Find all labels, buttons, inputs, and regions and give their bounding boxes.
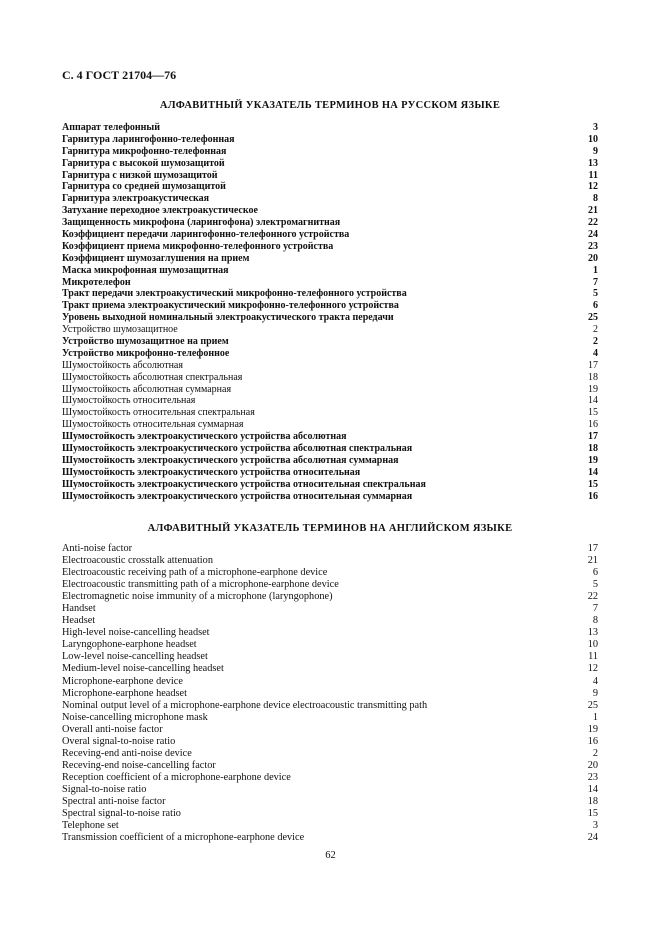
index-entry	[62, 700, 598, 712]
index-entry	[62, 591, 598, 603]
russian-term-index	[62, 122, 598, 503]
index-entry	[62, 603, 598, 615]
index-term: Reception coefficient of a microphone-earphone device	[62, 771, 291, 783]
index-term-number: 2	[593, 336, 598, 348]
russian-index-title: АЛФАВИТНЫЙ УКАЗАТЕЛЬ ТЕРМИНОВ НА РУССКОМ ЯЗЫКЕ	[159, 100, 501, 111]
index-term: Medium-level noise-cancelling headset	[62, 663, 224, 675]
index-term: Устройство шумозащитное	[62, 324, 178, 336]
index-term-number: 17	[588, 359, 598, 371]
index-term: Маска микрофонная шумозащитная	[62, 264, 229, 276]
index-term: Шумостойкость абсолютная	[62, 359, 183, 371]
index-entry	[62, 479, 598, 491]
index-term-number: 16	[588, 490, 598, 502]
index-term: Гарнитура со средней шумозащитой	[62, 181, 226, 193]
page-number: 62	[325, 850, 336, 861]
index-entry	[62, 288, 598, 300]
index-entry	[62, 229, 598, 241]
index-term-number: 22	[588, 217, 598, 229]
index-entry	[62, 736, 598, 748]
index-entry	[62, 820, 598, 832]
index-term: Laryngophone-earphone headset	[62, 639, 197, 651]
index-term: Гарнитура с низкой шумозащитой	[62, 169, 218, 181]
index-entry	[62, 467, 598, 479]
index-term-number: 19	[588, 383, 598, 395]
index-term: Устройство шумозащитное на прием	[62, 336, 229, 348]
index-term-number: 13	[588, 157, 598, 169]
index-term: Микротелефон	[62, 276, 131, 288]
index-term: Шумостойкость абсолютная суммарная	[62, 383, 232, 395]
index-entry	[62, 146, 598, 158]
index-term-number: 12	[588, 181, 598, 193]
index-entry	[62, 455, 598, 467]
index-term: Nominal output level of a microphone-earphone device electroacoustic transmitting path	[62, 699, 428, 711]
index-entry	[62, 760, 598, 772]
index-term: Шумостойкость электроакустического устройства абсолютная спектральная	[62, 443, 413, 455]
index-term: Telephone set	[62, 820, 119, 832]
index-term-number: 16	[588, 419, 598, 431]
index-term-number: 17	[588, 431, 598, 443]
index-term-number: 6	[592, 567, 598, 579]
index-term: Шумостойкость электроакустического устройства относительная спектральная	[62, 478, 426, 490]
index-entry	[62, 676, 598, 688]
index-term: Microphone-earphone device	[62, 675, 183, 687]
index-term-number: 19	[587, 723, 598, 735]
index-entry	[62, 627, 598, 639]
index-entry	[62, 265, 598, 277]
index-term: Шумостойкость относительная спектральная	[62, 407, 255, 419]
index-term: Electroacoustic receiving path of a microphone-earphone device	[62, 567, 328, 579]
index-term-number: 13	[587, 627, 598, 639]
index-entry	[62, 615, 598, 627]
index-entry	[62, 579, 598, 591]
index-term-number: 1	[593, 264, 598, 276]
index-term-number: 14	[587, 783, 598, 795]
index-term-number: 2	[592, 747, 598, 759]
index-entry	[62, 170, 598, 182]
index-term: Anti-noise factor	[62, 543, 133, 554]
index-entry	[62, 193, 598, 205]
index-term-number: 22	[587, 591, 598, 603]
index-entry	[62, 663, 598, 675]
index-entry	[62, 324, 598, 336]
index-entry	[62, 712, 598, 724]
index-term: Шумостойкость относительная суммарная	[62, 419, 244, 431]
index-term-number: 19	[588, 454, 598, 466]
index-term: Гарнитура электроакустическая	[62, 193, 210, 205]
index-term: Headset	[62, 615, 96, 627]
index-term-number: 4	[593, 347, 598, 359]
index-term: Шумостойкость электроакустического устройства относительная	[62, 466, 361, 478]
index-term-number: 8	[592, 615, 598, 627]
index-entry	[62, 443, 598, 455]
index-entry	[62, 808, 598, 820]
index-term-number: 2	[593, 324, 598, 336]
index-term-number: 16	[587, 735, 598, 747]
page-header: С. 4 ГОСТ 21704—76	[62, 68, 177, 82]
index-term-number: 7	[592, 603, 598, 615]
index-term-number: 5	[592, 579, 598, 591]
index-term-number: 12	[587, 663, 598, 675]
index-term-number: 23	[588, 240, 598, 252]
index-entry	[62, 336, 598, 348]
english-term-index	[62, 543, 598, 844]
index-entry	[62, 158, 598, 170]
index-term-number: 18	[587, 795, 598, 807]
index-term: Коэффициент приема микрофонно-телефонного устройства	[62, 240, 334, 252]
index-term: Transmission coefficient of a microphone-earphone device	[62, 832, 305, 844]
index-term: High-level noise-cancelling headset	[62, 627, 210, 639]
index-term-number: 5	[593, 288, 598, 300]
index-term: Handset	[62, 603, 96, 615]
index-entry	[62, 372, 598, 384]
index-term: Noise-cancelling microphone mask	[62, 711, 208, 723]
index-term: Receving-end anti-noise device	[62, 747, 192, 759]
index-term-number: 21	[588, 205, 598, 217]
index-entry	[62, 688, 598, 700]
index-term-number: 20	[587, 759, 598, 771]
index-entry	[62, 724, 598, 736]
index-term-number: 8	[593, 193, 598, 205]
index-term: Шумостойкость относительная	[62, 395, 196, 407]
index-term-number: 18	[588, 443, 598, 455]
index-term: Защищенность микрофона (ларингофона) электромагнитная	[62, 217, 341, 229]
index-entry	[62, 419, 598, 431]
index-term: Electroacoustic crosstalk attenuation	[62, 555, 213, 567]
index-term-number: 11	[588, 169, 598, 181]
index-term-number: 21	[587, 555, 598, 567]
index-term: Spectral signal-to-noise ratio	[62, 808, 181, 820]
index-entry	[62, 360, 598, 372]
index-term-number: 9	[592, 687, 598, 699]
index-entry	[62, 241, 598, 253]
index-entry	[62, 312, 598, 324]
index-term: Receving-end noise-cancelling factor	[62, 759, 216, 771]
index-entry	[62, 181, 598, 193]
index-term-number: 1	[592, 711, 598, 723]
index-term-number: 11	[588, 651, 598, 663]
index-term-number: 15	[588, 478, 598, 490]
index-term: Spectral anti-noise factor	[62, 795, 166, 807]
index-term-number: 20	[588, 252, 598, 264]
index-term-number: 10	[588, 133, 598, 145]
index-term-number: 9	[593, 145, 598, 157]
index-term: Тракт приема электроакустический микрофонно-телефонного устройства	[62, 300, 399, 312]
index-term: Затухание переходное электроакустическое	[62, 205, 258, 217]
index-term-number: 18	[588, 371, 598, 383]
index-term: Гарнитура ларингофонно-телефонная	[62, 133, 235, 145]
index-term-number: 4	[592, 675, 598, 687]
index-term-number: 3	[593, 122, 598, 133]
index-term-number: 25	[588, 312, 598, 324]
index-term-number: 24	[588, 229, 598, 241]
index-term-number: 25	[587, 699, 598, 711]
index-entry	[62, 491, 598, 503]
index-term: Шумостойкость электроакустического устройства относительная суммарная	[62, 490, 413, 502]
index-term-number: 10	[587, 639, 598, 651]
index-term: Тракт передачи электроакустический микрофонно-телефонного устройства	[62, 288, 407, 300]
index-term-number: 15	[588, 407, 598, 419]
index-term: Overal signal-to-noise ratio	[62, 735, 176, 747]
index-entry	[62, 832, 598, 844]
index-entry	[62, 134, 598, 146]
index-entry	[62, 431, 598, 443]
index-entry	[62, 395, 598, 407]
index-entry	[62, 543, 598, 555]
index-term-number: 24	[587, 832, 598, 844]
index-term: Гарнитура с высокой шумозащитой	[62, 157, 225, 169]
index-term: Аппарат телефонный	[62, 122, 160, 133]
index-entry	[62, 555, 598, 567]
index-term: Шумостойкость электроакустического устройства абсолютная суммарная	[62, 454, 399, 466]
index-term-number: 15	[587, 808, 598, 820]
index-entry	[62, 407, 598, 419]
index-term: Microphone-earphone headset	[62, 687, 187, 699]
index-term: Overall anti-noise factor	[62, 723, 163, 735]
index-term: Гарнитура микрофонно-телефонная	[62, 145, 227, 157]
index-entry	[62, 651, 598, 663]
index-term: Electromagnetic noise immunity of a microphone (laryngophone)	[62, 591, 333, 603]
index-term-number: 7	[593, 276, 598, 288]
index-entry	[62, 784, 598, 796]
index-entry	[62, 217, 598, 229]
index-term-number: 23	[587, 771, 598, 783]
index-entry	[62, 300, 598, 312]
index-term: Шумостойкость абсолютная спектральная	[62, 371, 243, 383]
index-term-number: 3	[592, 820, 598, 832]
index-term-number: 6	[593, 300, 598, 312]
english-index-title: АЛФАВИТНЫЙ УКАЗАТЕЛЬ ТЕРМИНОВ НА АНГЛИЙСКОМ ЯЗЫКЕ	[147, 523, 513, 534]
index-term: Electroacoustic transmitting path of a microphone-earphone device	[62, 579, 339, 591]
index-term-number: 17	[587, 543, 598, 554]
index-term: Уровень выходной номинальный электроакустического тракта передачи	[62, 312, 394, 324]
index-entry	[62, 277, 598, 289]
index-term-number: 14	[588, 466, 598, 478]
index-term: Устройство микрофонно-телефонное	[62, 347, 230, 359]
index-term: Коэффициент передачи ларингофонно-телефонного устройства	[62, 229, 350, 241]
index-entry	[62, 796, 598, 808]
index-term-number: 14	[588, 395, 598, 407]
index-entry	[62, 639, 598, 651]
index-term: Шумостойкость электроакустического устройства абсолютная	[62, 431, 347, 443]
index-entry	[62, 772, 598, 784]
index-entry	[62, 384, 598, 396]
index-entry	[62, 348, 598, 360]
index-term: Low-level noise-cancelling headset	[62, 651, 208, 663]
index-term: Коэффициент шумозаглушения на прием	[62, 252, 250, 264]
index-entry	[62, 748, 598, 760]
index-entry	[62, 253, 598, 265]
index-entry	[62, 122, 598, 134]
index-entry	[62, 567, 598, 579]
index-term: Signal-to-noise ratio	[62, 783, 147, 795]
index-entry	[62, 205, 598, 217]
